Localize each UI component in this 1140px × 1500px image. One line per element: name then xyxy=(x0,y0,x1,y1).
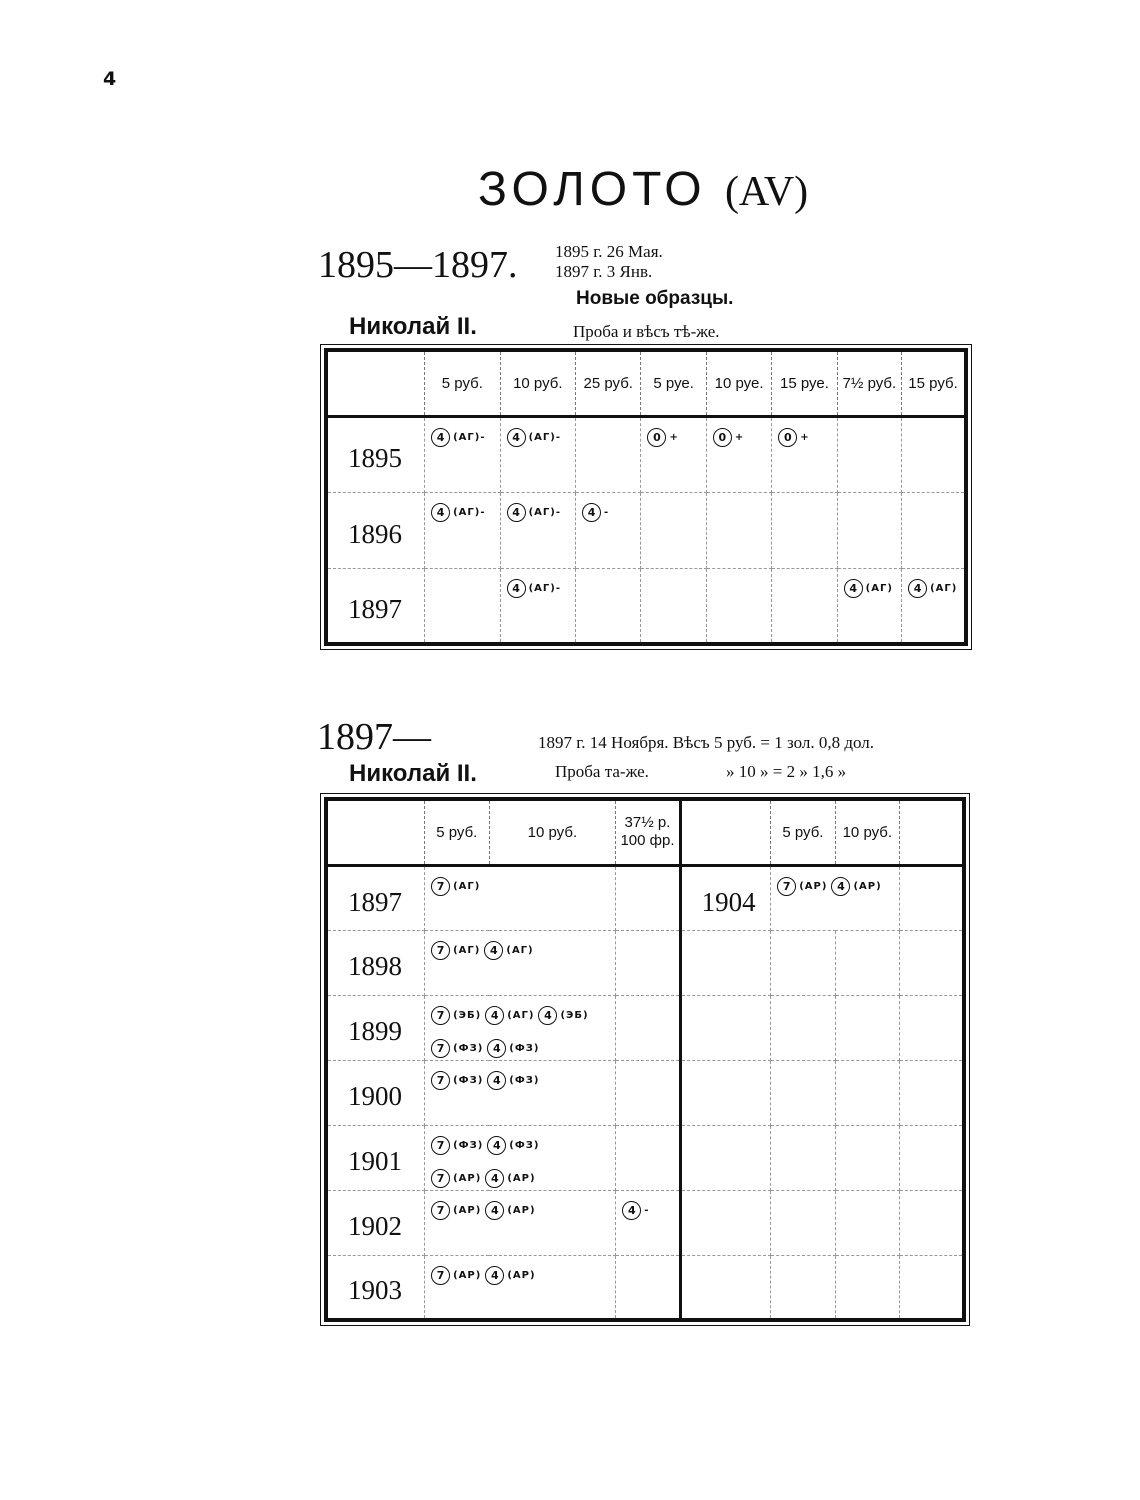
column-header: 10 руб. xyxy=(489,799,616,865)
marks-line xyxy=(425,1126,615,1155)
table-cell xyxy=(616,995,680,1060)
column-header: 15 руб. xyxy=(902,350,966,416)
table-cell xyxy=(641,492,706,568)
table-cell xyxy=(835,995,899,1060)
title-text: ЗОЛОТО xyxy=(478,163,707,216)
table-row xyxy=(326,865,964,930)
table-cell xyxy=(835,1060,899,1125)
marks-line xyxy=(425,931,615,960)
mint-mark xyxy=(485,1201,535,1220)
empty-header-cell xyxy=(900,799,964,865)
corner-header-cell xyxy=(326,350,425,416)
mint-mark xyxy=(431,877,480,896)
mint-mark xyxy=(431,503,485,522)
section2-ruler: Николай II. xyxy=(349,760,477,787)
mint-mark-label: (АР) xyxy=(453,1172,482,1184)
corner-header-cell xyxy=(326,799,425,865)
table-cell xyxy=(680,1190,771,1255)
table-cell xyxy=(771,1190,835,1255)
table-cell xyxy=(772,492,837,568)
mint-mark-label: (ЭБ) xyxy=(560,1009,589,1021)
mint-mark-label: (АР) xyxy=(453,1269,482,1281)
table-row xyxy=(326,416,966,492)
mint-mark-label: (ФЗ) xyxy=(453,1139,484,1151)
table-cell xyxy=(641,568,706,644)
column-header: 10 руб. xyxy=(500,350,575,416)
mint-mark-label: (АГ)- xyxy=(453,431,486,443)
table-row xyxy=(326,1060,964,1125)
table-cell xyxy=(500,416,575,492)
table-cell xyxy=(616,865,680,930)
denomination-circle-icon: 7 xyxy=(777,877,796,896)
mint-mark xyxy=(778,428,809,447)
denomination-circle-icon: 7 xyxy=(431,1006,450,1025)
table-cell xyxy=(900,1125,964,1190)
section2-period: 1897— xyxy=(317,716,431,758)
denomination-circle-icon: 4 xyxy=(431,503,450,522)
mint-mark xyxy=(431,1071,483,1090)
table-cell xyxy=(680,995,771,1060)
year-cell: 1901 xyxy=(326,1125,425,1190)
mint-mark xyxy=(431,1006,481,1025)
mint-mark xyxy=(844,579,893,598)
page-number: 4 xyxy=(103,68,117,90)
mint-mark-label: + xyxy=(669,431,679,443)
denomination-circle-icon: 4 xyxy=(431,428,450,447)
mint-mark xyxy=(431,1039,483,1058)
marks-line xyxy=(425,1029,615,1058)
table-cell xyxy=(900,1190,964,1255)
header-line: 100 фр. xyxy=(620,832,675,850)
denomination-circle-icon: 7 xyxy=(431,1201,450,1220)
column-header: 25 руб. xyxy=(576,350,641,416)
table-cell xyxy=(771,1060,835,1125)
denomination-circle-icon: 4 xyxy=(582,503,601,522)
marks-cell xyxy=(425,865,616,930)
mint-mark-label: (АГ)- xyxy=(528,582,561,594)
mint-mark-label: + xyxy=(800,431,810,443)
mint-mark xyxy=(487,1071,539,1090)
table-cell xyxy=(837,416,901,492)
table-cell xyxy=(616,1190,680,1255)
table-row xyxy=(326,1125,964,1190)
mint-mark xyxy=(582,503,609,522)
mint-mark xyxy=(484,941,533,960)
mint-mark xyxy=(713,428,744,447)
column-header: 15 руе. xyxy=(772,350,837,416)
mint-mark-label: - xyxy=(644,1204,650,1216)
year-cell: 1902 xyxy=(326,1190,425,1255)
denomination-circle-icon: 7 xyxy=(431,1169,450,1188)
table-cell xyxy=(900,865,964,930)
mint-mark xyxy=(538,1006,588,1025)
denomination-circle-icon: 4 xyxy=(485,1266,504,1285)
table-cell xyxy=(576,492,641,568)
denomination-circle-icon: 7 xyxy=(431,941,450,960)
marks-line xyxy=(425,1061,615,1090)
table-cell xyxy=(771,930,835,995)
denomination-circle-icon: 4 xyxy=(485,1169,504,1188)
mint-mark-label: (ФЗ) xyxy=(509,1074,540,1086)
table-cell xyxy=(902,416,966,492)
year-cell: 1897 xyxy=(326,865,425,930)
table-cell xyxy=(835,1190,899,1255)
mint-mark-label: (ФЗ) xyxy=(453,1042,484,1054)
mint-mark xyxy=(485,1006,534,1025)
table-cell xyxy=(771,1125,835,1190)
table-cell xyxy=(425,492,500,568)
mint-mark-label: (АГ)- xyxy=(528,431,561,443)
year-cell: 1898 xyxy=(326,930,425,995)
mint-mark-label: (АГ) xyxy=(507,1009,535,1021)
coin-table-1895-1897 xyxy=(324,348,968,646)
mint-mark-label: (ФЗ) xyxy=(453,1074,484,1086)
mint-mark xyxy=(507,428,561,447)
mint-mark xyxy=(431,1266,481,1285)
mint-mark xyxy=(485,1169,535,1188)
mint-mark xyxy=(487,1136,539,1155)
denomination-circle-icon: 7 xyxy=(431,1266,450,1285)
denomination-circle-icon: 4 xyxy=(538,1006,557,1025)
table-cell xyxy=(771,1255,835,1320)
table-cell xyxy=(706,492,771,568)
mint-mark xyxy=(431,428,485,447)
marks-cell xyxy=(425,1060,616,1125)
column-header xyxy=(616,799,680,865)
denomination-circle-icon: 4 xyxy=(487,1071,506,1090)
denomination-circle-icon: 4 xyxy=(622,1201,641,1220)
table-cell xyxy=(900,995,964,1060)
mint-mark xyxy=(507,579,561,598)
mint-mark-label: (АГ) xyxy=(453,944,481,956)
marks-cell xyxy=(425,930,616,995)
denomination-circle-icon: 7 xyxy=(431,877,450,896)
table-cell xyxy=(641,416,706,492)
header-line: 37½ р. xyxy=(624,814,671,832)
mint-mark-label: (АР) xyxy=(507,1204,536,1216)
marks-line xyxy=(425,1191,615,1220)
table-cell xyxy=(706,416,771,492)
table-cell xyxy=(616,1125,680,1190)
table-cell xyxy=(425,568,500,644)
mint-mark xyxy=(777,877,827,896)
mint-mark-label: (АР) xyxy=(799,880,828,892)
column-header: 10 руб. xyxy=(835,799,899,865)
denomination-circle-icon: 4 xyxy=(831,877,850,896)
mint-mark-label: - xyxy=(604,506,610,518)
table-cell xyxy=(680,930,771,995)
table-row xyxy=(326,1255,964,1320)
section2-weight-line: » 10 » = 2 » 1,6 » xyxy=(726,762,847,781)
mint-mark xyxy=(908,579,957,598)
mint-mark xyxy=(431,1169,481,1188)
marks-cell xyxy=(425,995,616,1060)
table-cell xyxy=(500,568,575,644)
column-header: 5 руб. xyxy=(425,350,500,416)
table-cell xyxy=(772,568,837,644)
denomination-circle-icon: 4 xyxy=(484,941,503,960)
table-cell xyxy=(835,930,899,995)
mint-mark-label: (ФЗ) xyxy=(509,1139,540,1151)
table-cell xyxy=(616,1255,680,1320)
year-cell: 1897 xyxy=(326,568,425,644)
column-header: 7½ руб. xyxy=(837,350,901,416)
denomination-circle-icon: 7 xyxy=(431,1136,450,1155)
mint-mark xyxy=(831,877,881,896)
section1-ruler: Николай II. xyxy=(349,313,477,340)
column-header: 5 руе. xyxy=(641,350,706,416)
year-cell: 1896 xyxy=(326,492,425,568)
section1-note: Проба и вѣсъ тѣ-же. xyxy=(573,322,720,341)
marks-cell xyxy=(425,1125,616,1190)
right-corner-header-cell xyxy=(680,799,771,865)
mint-mark xyxy=(487,1039,539,1058)
table-row xyxy=(326,930,964,995)
denomination-circle-icon: 4 xyxy=(507,428,526,447)
denomination-circle-icon: 4 xyxy=(487,1039,506,1058)
column-header: 5 руб. xyxy=(425,799,489,865)
marks-cell xyxy=(425,1190,616,1255)
table-row xyxy=(326,568,966,644)
mint-mark-label: (ФЗ) xyxy=(509,1042,540,1054)
year-cell: 1899 xyxy=(326,995,425,1060)
mint-mark-label: (ЭБ) xyxy=(453,1009,482,1021)
denomination-circle-icon: 4 xyxy=(844,579,863,598)
table-cell xyxy=(616,1060,680,1125)
title-symbol: (AV) xyxy=(724,169,809,215)
table-row xyxy=(326,1190,964,1255)
mint-mark-label: (АР) xyxy=(853,880,882,892)
table-cell xyxy=(835,1125,899,1190)
table-cell xyxy=(500,492,575,568)
mint-mark xyxy=(507,503,561,522)
denomination-circle-icon: 7 xyxy=(431,1039,450,1058)
table-row xyxy=(326,995,964,1060)
marks-cell xyxy=(425,1255,616,1320)
mint-mark-label: (АГ)- xyxy=(528,506,561,518)
table-cell xyxy=(835,1255,899,1320)
page-title xyxy=(478,162,808,217)
mint-mark-label: (АР) xyxy=(507,1172,536,1184)
table-cell xyxy=(900,930,964,995)
mint-mark xyxy=(622,1201,649,1220)
mint-mark-label: (АГ)- xyxy=(453,506,486,518)
coin-table-1897-1904 xyxy=(324,797,966,1322)
section1-subtitle: Новые образцы. xyxy=(576,288,734,309)
table-cell xyxy=(900,1060,964,1125)
marks-line xyxy=(425,867,615,896)
marks-line xyxy=(425,1159,615,1188)
denomination-circle-icon: 4 xyxy=(487,1136,506,1155)
denomination-circle-icon: 0 xyxy=(713,428,732,447)
marks-line xyxy=(425,1256,615,1285)
mint-mark-label: (АГ) xyxy=(930,582,958,594)
denomination-circle-icon: 4 xyxy=(507,503,526,522)
marks-cell xyxy=(771,865,900,930)
denomination-circle-icon: 7 xyxy=(431,1071,450,1090)
table-cell xyxy=(576,568,641,644)
section1-date-2: 1897 г. 3 Янв. xyxy=(555,262,653,281)
table-cell xyxy=(772,416,837,492)
mint-mark-label: (АГ) xyxy=(506,944,534,956)
year-cell: 1903 xyxy=(326,1255,425,1320)
table-cell xyxy=(837,568,901,644)
column-header: 10 руе. xyxy=(706,350,771,416)
table-cell xyxy=(425,416,500,492)
mint-mark xyxy=(431,1136,483,1155)
table-cell xyxy=(902,568,966,644)
table-cell xyxy=(837,492,901,568)
year-cell: 1895 xyxy=(326,416,425,492)
mint-mark-label: (АР) xyxy=(507,1269,536,1281)
table-row xyxy=(326,492,966,568)
denomination-circle-icon: 4 xyxy=(485,1201,504,1220)
table-cell xyxy=(706,568,771,644)
mint-mark xyxy=(431,941,480,960)
mint-mark-label: (АГ) xyxy=(453,880,481,892)
denomination-circle-icon: 4 xyxy=(908,579,927,598)
table-cell xyxy=(680,1060,771,1125)
table-cell xyxy=(616,930,680,995)
marks-line xyxy=(425,996,615,1025)
mint-mark xyxy=(431,1201,481,1220)
denomination-circle-icon: 0 xyxy=(778,428,797,447)
table-cell xyxy=(680,1255,771,1320)
section2-decree: 1897 г. 14 Ноября. Вѣсъ 5 руб. = 1 зол. 0,8 дол. xyxy=(538,733,875,752)
section1-period: 1895—1897. xyxy=(318,244,518,286)
mint-mark-label: (АР) xyxy=(453,1204,482,1216)
mint-mark xyxy=(647,428,678,447)
denomination-circle-icon: 4 xyxy=(507,579,526,598)
section1-date-1: 1895 г. 26 Мая. xyxy=(555,242,663,261)
column-header: 5 руб. xyxy=(771,799,835,865)
denomination-circle-icon: 4 xyxy=(485,1006,504,1025)
year-cell: 1900 xyxy=(326,1060,425,1125)
mint-mark-label: (АГ) xyxy=(865,582,893,594)
mint-mark-label: + xyxy=(734,431,745,443)
section1-dates xyxy=(555,242,663,282)
year-cell: 1904 xyxy=(680,865,771,930)
mint-mark xyxy=(485,1266,535,1285)
table-cell xyxy=(900,1255,964,1320)
denomination-circle-icon: 0 xyxy=(647,428,666,447)
table-cell xyxy=(902,492,966,568)
table-cell xyxy=(771,995,835,1060)
section2-note: Проба та-же. xyxy=(555,762,649,781)
table-cell xyxy=(576,416,641,492)
table-cell xyxy=(680,1125,771,1190)
